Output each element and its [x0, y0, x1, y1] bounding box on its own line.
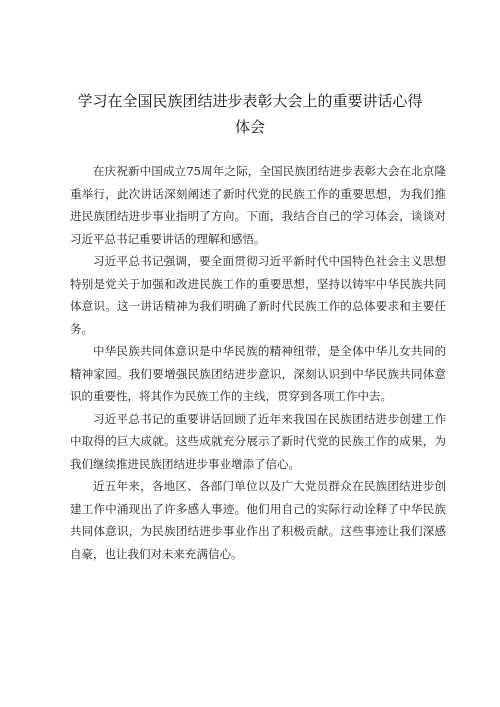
paragraph-3: 中华民族共同体意识是中华民族的精神纽带，是全体中华儿女共同的精神家园。我们要增强民族团结进步意识，深刻认识到中华民族共同体意识的重要性，将其作为民族工作的主线，贯穿到各项工作中去。 [70, 344, 446, 403]
paragraph-1: 在庆祝新中国成立75周年之际，全国民族团结进步表彰大会在北京隆重举行，此次讲话深刻阐述了新时代党的民族工作的重要思想，为我们推进民族团结进步事业指明了方向。下面，我结合自己的学习体会，谈谈对习近平总书记重要讲话的理解和感悟。 [70, 164, 446, 246]
document-title: 学习在全国民族团结进步表彰大会上的重要讲话心得体会 [77, 92, 423, 136]
document-body [70, 160, 446, 565]
paragraph-2: 习近平总书记强调，要全面贯彻习近平新时代中国特色社会主义思想特别是党关于加强和改进民族工作的重要思想，坚持以铸牢中华民族共同体意识。这一讲话精神为我们明确了新时代民族工作的总体要求和主要任务。 [70, 254, 446, 336]
paragraph-5: 近五年来，各地区、各部门单位以及广大党员群众在民族团结进步创建工作中涌现出了许多感人事迹。他们用自己的实际行动诠释了中华民族共同体意识，为民族团结进步事业作出了积极贡献。这些事迹让我们深感自豪，也让我们对未来充满信心。 [70, 479, 446, 561]
paragraph-4: 习近平总书记的重要讲话回顾了近年来我国在民族团结进步创建工作中取得的巨大成就。这些成就充分展示了新时代党的民族工作的成果，为我们继续推进民族团结进步事业增添了信心。 [70, 411, 446, 471]
